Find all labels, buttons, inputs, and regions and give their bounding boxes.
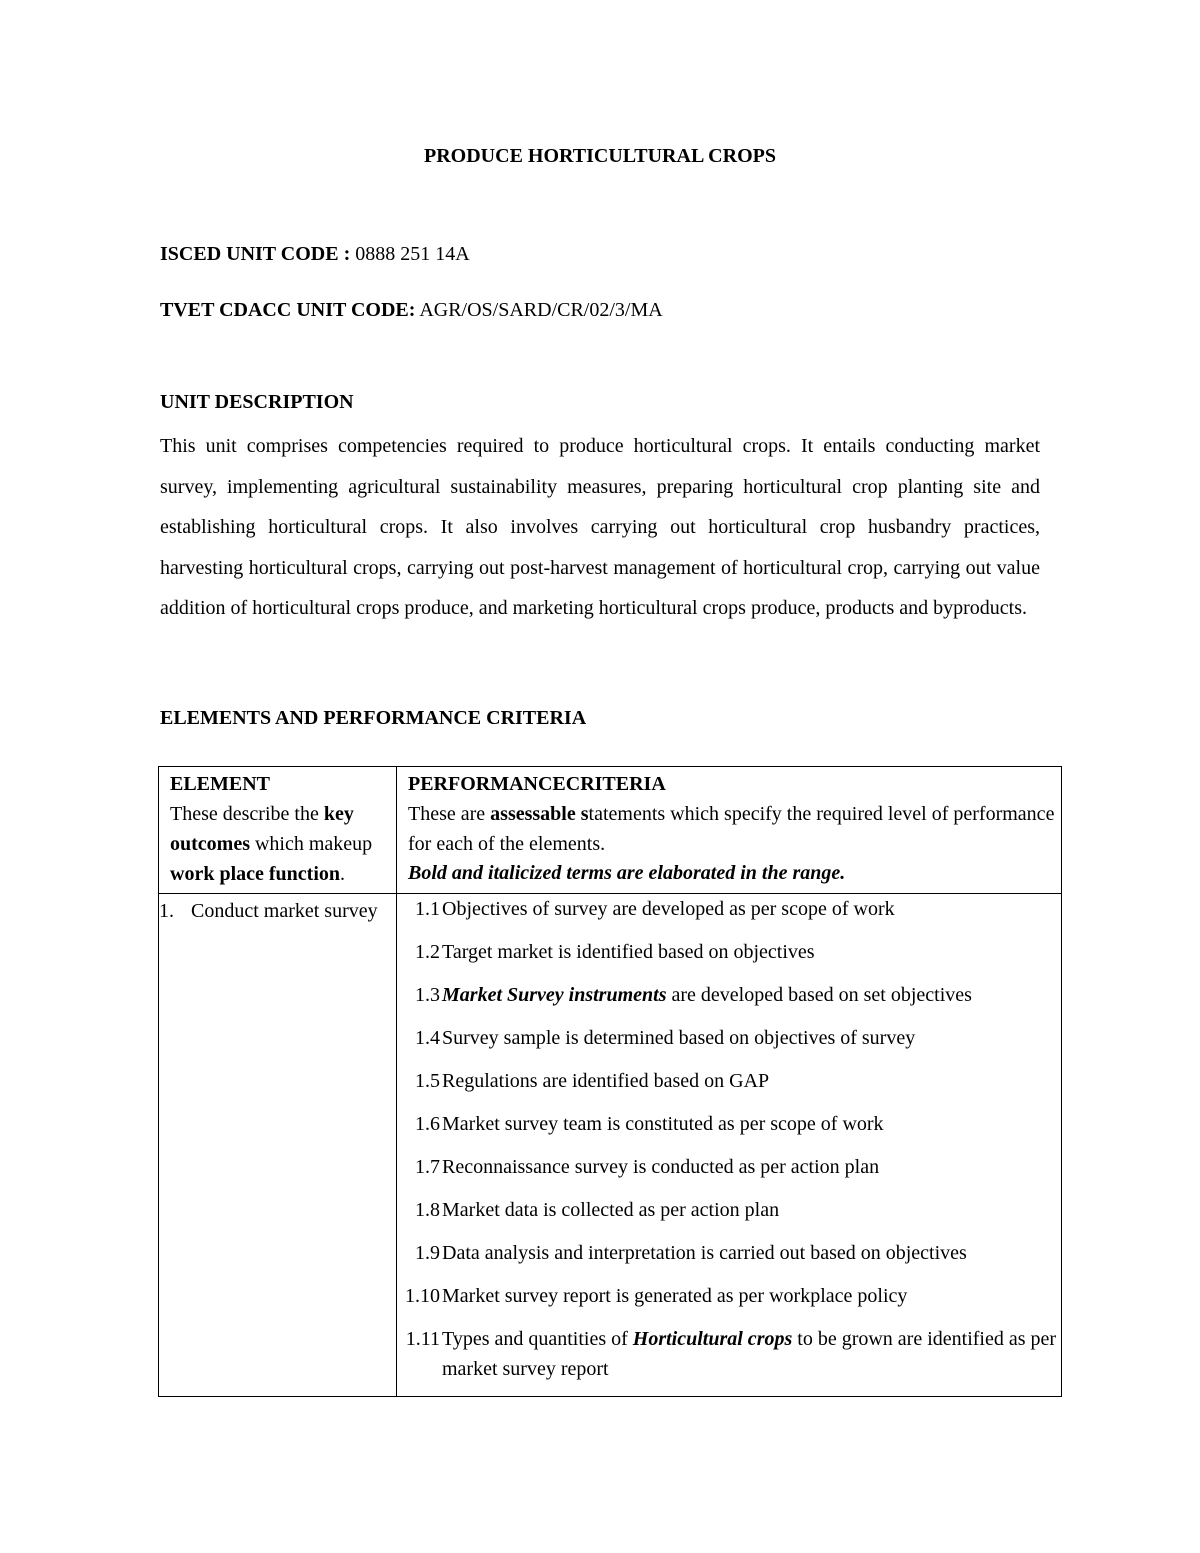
criterion-number: 1.11 bbox=[405, 1328, 440, 1350]
criterion-number: 1.5 bbox=[415, 1070, 440, 1092]
criteria-header-description: These are assessable statements which specify the required level of performance for each of the elements. bbox=[408, 803, 1055, 855]
tvet-label: TVET CDACC UNIT CODE: bbox=[160, 299, 416, 321]
criterion-text: Regulations are identified based on GAP bbox=[442, 1070, 770, 1092]
element-cell bbox=[159, 894, 397, 1397]
criterion-text: Market Survey instruments are developed based on set objectives bbox=[442, 984, 972, 1006]
criterion-text: Survey sample is determined based on objectives of survey bbox=[442, 1027, 916, 1049]
element-header-description: These describe the key outcomes which makeup work place function. bbox=[170, 803, 373, 885]
criterion-item bbox=[397, 1195, 1061, 1225]
tvet-unit-code bbox=[160, 299, 663, 322]
criterion-text: Target market is identified based on objectives bbox=[442, 941, 815, 963]
criteria-header-label: PERFORMANCECRITERIA bbox=[408, 773, 666, 795]
table-header-row bbox=[159, 767, 1062, 894]
criterion-number: 1.7 bbox=[415, 1156, 440, 1178]
elements-criteria-table bbox=[158, 766, 1062, 1397]
criterion-number: 1.1 bbox=[415, 898, 440, 920]
unit-description-heading: UNIT DESCRIPTION bbox=[160, 391, 354, 413]
criterion-number: 1.10 bbox=[405, 1285, 440, 1307]
criterion-text: Market survey report is generated as per workplace policy bbox=[442, 1285, 908, 1307]
criterion-number: 1.6 bbox=[415, 1113, 440, 1135]
criterion-number: 1.2 bbox=[415, 941, 440, 963]
criteria-list bbox=[397, 894, 1061, 1384]
criterion-item bbox=[397, 1238, 1061, 1268]
criterion-number: 1.9 bbox=[415, 1242, 440, 1264]
criterion-item bbox=[397, 1324, 1061, 1384]
criterion-item bbox=[397, 894, 1061, 924]
isced-unit-code bbox=[160, 243, 470, 266]
element-text: Conduct market survey bbox=[191, 900, 378, 922]
criterion-text: Types and quantities of Horticultural crops to be grown are identified as per market survey report bbox=[442, 1328, 1057, 1380]
criterion-item bbox=[397, 1066, 1061, 1096]
criterion-item bbox=[397, 1281, 1061, 1311]
element-number: 1. bbox=[159, 900, 174, 922]
elements-heading: ELEMENTS AND PERFORMANCE CRITERIA bbox=[160, 707, 587, 729]
criterion-text: Reconnaissance survey is conducted as per action plan bbox=[442, 1156, 880, 1178]
document-title: PRODUCE HORTICULTURAL CROPS bbox=[424, 145, 776, 167]
criterion-text: Market data is collected as per action plan bbox=[442, 1199, 780, 1221]
criterion-text: Objectives of survey are developed as per scope of work bbox=[442, 898, 895, 920]
isced-value: 0888 251 14A bbox=[350, 243, 470, 265]
tvet-value: AGR/OS/SARD/CR/02/3/MA bbox=[415, 299, 663, 321]
criterion-number: 1.3 bbox=[415, 984, 440, 1006]
criterion-item bbox=[397, 1023, 1061, 1053]
criterion-text: Data analysis and interpretation is carried out based on objectives bbox=[442, 1242, 967, 1264]
element-header-label: ELEMENT bbox=[170, 773, 271, 795]
criterion-item bbox=[397, 1109, 1061, 1139]
criterion-item bbox=[397, 1152, 1061, 1182]
criterion-item bbox=[397, 980, 1061, 1010]
criteria-header-note: Bold and italicized terms are elaborated in the range. bbox=[408, 862, 846, 884]
criterion-text: Market survey team is constituted as per scope of work bbox=[442, 1113, 884, 1135]
element-header-cell bbox=[159, 767, 397, 894]
criterion-number: 1.8 bbox=[415, 1199, 440, 1221]
table-row bbox=[159, 894, 1062, 1397]
unit-description-text: This unit comprises competencies required to produce horticultural crops. It entails conducting market survey, implementing agricultural sustainability measures, preparing horticultural crop planting site and establishing horticultural crops. It also involves carrying out horticultural crop husbandry practices, harvesting horticultural crops, carrying out post-harvest management of horticultural crop, carrying out value addition of horticultural crops produce, and marketing horticultural crops produce, products and byproducts. bbox=[160, 435, 1040, 620]
criteria-cell bbox=[397, 894, 1062, 1397]
criteria-header-cell bbox=[397, 767, 1062, 894]
criterion-item bbox=[397, 937, 1061, 967]
criterion-number: 1.4 bbox=[415, 1027, 440, 1049]
isced-label: ISCED UNIT CODE : bbox=[160, 243, 351, 265]
